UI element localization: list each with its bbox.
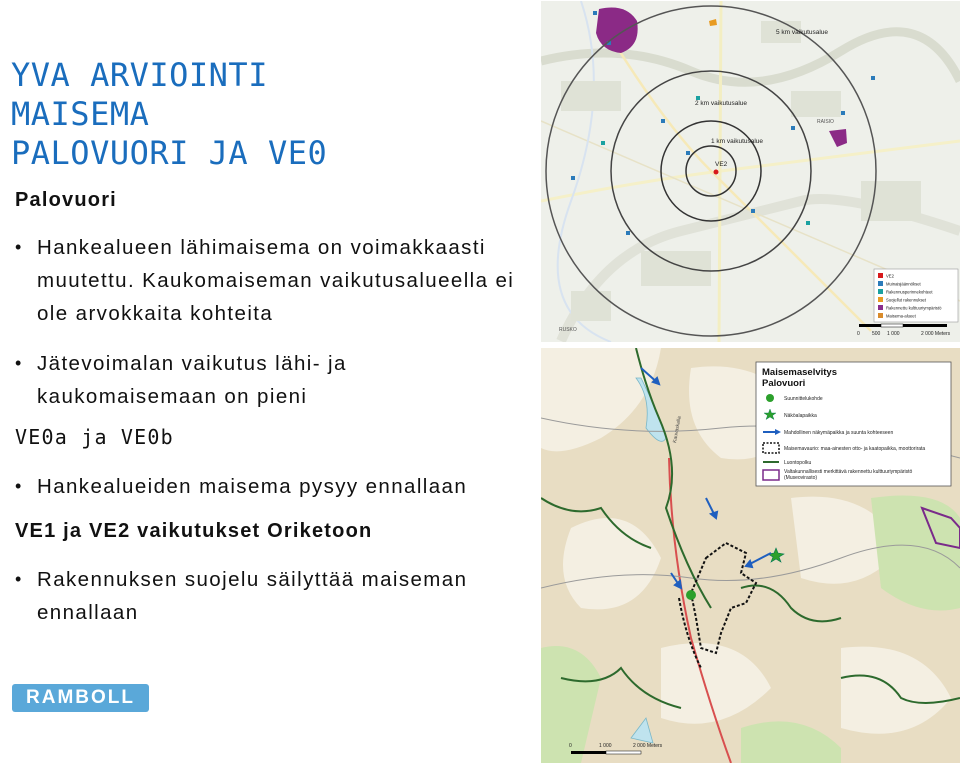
section-heading-palovuori: Palovuori (15, 189, 117, 211)
legend-item-maisema-alueet: Maisema-alueet (886, 313, 916, 319)
legend-item-suojellut: Suojellut rakennukset (886, 297, 927, 303)
legend-item-luontopolku: Luontopolku (784, 460, 812, 466)
legend-title: Maisemaselvitys (762, 367, 837, 378)
legend-item-nakymapaikka: Mahdollinen näkymäpaikka ja suunta kohteeseen (784, 430, 894, 436)
scale-tick: 500 (872, 331, 881, 337)
bullet-item: • Hankealueiden maisema pysyy ennallaan (0, 470, 530, 503)
legend-item-maisemavaurio: Maisemavaurio: maa-ainesten otto- ja kaatopaikka, moottorirata (784, 446, 926, 452)
ring-label-center: VE2 (715, 161, 728, 168)
bullet-list-palovuori (0, 231, 530, 413)
title-line-3: PALOVUORI JA VE0 (11, 134, 328, 172)
legend-item-rakennusperinne: Rakennusperinnekohteet (886, 289, 933, 295)
impact-zone-map (541, 1, 960, 342)
legend-item-muinaisjaannokset: Muinaisjäännökset (886, 281, 921, 287)
scale-tick: 1 000 (887, 331, 900, 337)
impact-map-legend (874, 269, 958, 322)
impact-zone-map-graphic (541, 1, 960, 342)
section-heading-ve0: VE0a ja VE0b (15, 425, 174, 449)
title-line-1: YVA ARVIOINTI (11, 56, 268, 94)
ramboll-logo (12, 684, 149, 712)
landscape-survey-map-graphic (541, 348, 960, 763)
scale-tick: 2 000 Meters (921, 331, 951, 337)
legend-item-suunnittelukohde: Suunnittelukohde (784, 396, 823, 402)
section-heading-oriketo: VE1 ja VE2 vaikutukset Oriketoon (15, 520, 373, 542)
scale-tick: 1 000 (599, 743, 612, 749)
bullet-item: • Rakennuksen suojelu säilyttää maiseman ennallaan (0, 563, 530, 629)
ring-label-1km: 1 km vaikutusalue (711, 138, 764, 145)
place-label-bottom: Kauvaskalla (672, 415, 683, 444)
legend-subtitle: Palovuori (762, 378, 806, 389)
ring-label-5km: 5 km vaikutusalue (776, 29, 829, 36)
survey-map-legend (756, 362, 951, 486)
legend-item-kulttuuriymparisto: Rakennettu kulttuuriympäristö (886, 305, 942, 311)
legend-item-ve2: VE2 (886, 273, 894, 279)
ve2-site-marker (714, 170, 719, 175)
scale-tick: 2 000 Meters (633, 743, 663, 749)
bullet-item: • Jätevoimalan vaikutus lähi- ja kaukomaisemaan on pieni (0, 347, 530, 413)
bullet-list-ve0 (0, 470, 530, 503)
scale-tick: 0 (857, 331, 860, 337)
logo-text: RAMBOLL (26, 687, 135, 708)
legend-symbol-site (766, 394, 774, 402)
planning-site-marker (686, 590, 696, 600)
legend-item-nakoalapaikka: Näköalapaikka (784, 413, 817, 419)
scale-tick: 0 (569, 743, 572, 749)
legend-item-kulttuuriymparisto: Valtakunnallisesti merkittävä rakennettu kulttuuriympäristö (Museovirasto) (784, 469, 913, 481)
bullet-list-oriketo (0, 563, 530, 629)
slide-title (11, 56, 327, 173)
ring-label-2km: 2 km vaikutusalue (695, 100, 748, 107)
bullet-item: • Hankealueen lähimaisema on voimakkaasti muutettu. Kaukomaiseman vaikutusalueella ei ole arvokkaita kohteita (0, 231, 530, 330)
small-place-label: RAISIO (817, 119, 834, 125)
place-label: RUSKO (559, 327, 577, 333)
title-line-2: MAISEMA (11, 95, 150, 133)
landscape-survey-map (541, 348, 960, 763)
